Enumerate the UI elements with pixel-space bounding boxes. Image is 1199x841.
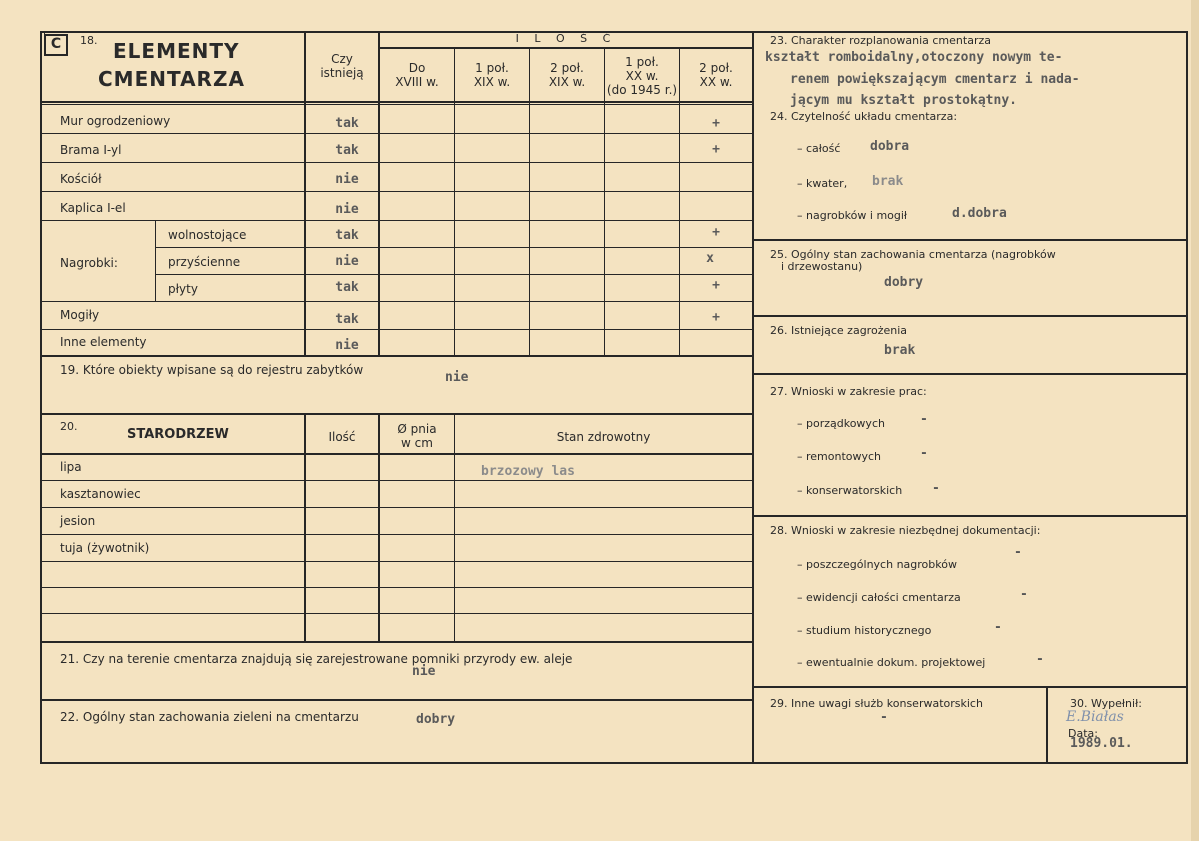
period-1-l2: XIX w. xyxy=(473,75,511,89)
grid-line xyxy=(40,329,754,330)
s23-line1: kształt romboidalny,otoczony nowym te- xyxy=(765,50,1063,65)
s28-item: – poszczególnych nagrobków xyxy=(797,558,957,571)
grid-line xyxy=(40,507,754,508)
period-2-l1: 2 poł. xyxy=(550,61,584,75)
s30-date: 1989.01. xyxy=(1070,736,1133,751)
grid-line xyxy=(40,453,754,455)
grid-line xyxy=(40,355,754,357)
exists-value: tak xyxy=(335,228,359,243)
grid-line xyxy=(155,247,754,248)
s24-label: 24. Czytelność układu cmentarza: xyxy=(770,110,958,123)
grid-line xyxy=(40,162,754,163)
s20-col-diam-l2: w cm xyxy=(401,436,433,450)
frame-line xyxy=(752,31,754,763)
row-label-other: Inne elementy xyxy=(60,335,147,349)
grid-line xyxy=(40,413,754,415)
grid-line xyxy=(304,414,306,642)
grid-line xyxy=(40,191,754,192)
s20-col-qty: Ilość xyxy=(328,430,356,444)
s18-title-line2: CMENTARZA xyxy=(98,67,245,91)
exists-value: tak xyxy=(335,312,359,327)
s28-mark: - xyxy=(1014,545,1022,560)
s20-number: 20. xyxy=(60,420,78,433)
s28-mark: - xyxy=(1020,587,1028,602)
s25-label-l2: i drzewostanu) xyxy=(781,260,863,273)
grid-line xyxy=(752,239,1188,241)
s24-item-value: d.dobra xyxy=(952,206,1007,221)
s23-line2: renem powiększającym cmentarz i nada- xyxy=(790,72,1080,87)
exists-value: tak xyxy=(335,116,359,131)
s29-label: 29. Inne uwagi służb konserwatorskich xyxy=(770,697,983,710)
col-exists-l2: istnieją xyxy=(320,66,364,80)
s29-mark: - xyxy=(880,710,888,725)
s19-label: 19. Które obiekty wpisane są do rejestru zabytków xyxy=(60,363,364,377)
grid-line xyxy=(40,480,754,481)
period-mark: x xyxy=(706,251,714,266)
s26-answer: brak xyxy=(884,343,916,358)
s28-mark: - xyxy=(994,620,1002,635)
period-4-l2: XX w. xyxy=(699,75,733,89)
frame-line xyxy=(40,31,42,763)
s24-item-value: brak xyxy=(872,174,904,189)
s21-label: 21. Czy na terenie cmentarza znajdują się zarejestrowane pomniki przyrody ew. aleje xyxy=(60,652,573,666)
row-label-chapel: Kaplica I-el xyxy=(60,201,126,215)
row-label-wall-tombs: przyścienne xyxy=(168,255,241,269)
grid-line xyxy=(40,561,754,562)
s23-label: 23. Charakter rozplanowania cmentarza xyxy=(770,34,991,47)
row-label-graves: Mogiły xyxy=(60,308,100,322)
period-mark: + xyxy=(712,225,720,240)
s27-mark: - xyxy=(920,412,928,427)
s18-number: 18. xyxy=(80,34,98,47)
row-label-gate: Brama I-yl xyxy=(60,143,122,157)
grid-line xyxy=(40,699,754,701)
frame-line xyxy=(40,762,1188,764)
grid-line xyxy=(40,301,754,302)
row-label-slabs: płyty xyxy=(168,282,198,296)
tree-row: jesion xyxy=(60,514,96,528)
row-label-church: Kościół xyxy=(60,172,102,186)
grid-line xyxy=(752,686,1188,688)
grid-line xyxy=(454,414,455,642)
grid-line xyxy=(40,101,754,103)
period-mark: + xyxy=(712,310,720,325)
period-2-l2: XIX w. xyxy=(548,75,586,89)
tree-row: tuja (żywotnik) xyxy=(60,541,150,555)
s24-item-value: dobra xyxy=(870,139,910,154)
period-3-l3: (do 1945 r.) xyxy=(606,83,678,97)
s28-item: – ewentualnie dokum. projektowej xyxy=(797,656,986,669)
card-edge xyxy=(1191,0,1199,841)
s30-date-label: Data: xyxy=(1068,727,1098,740)
grid-line xyxy=(40,613,754,614)
grid-line xyxy=(40,220,754,221)
period-3-l2: XX w. xyxy=(625,69,659,83)
grid-line xyxy=(155,220,156,301)
s24-item-label: – kwater, xyxy=(797,177,848,190)
row-label-freestanding: wolnostojące xyxy=(168,228,247,242)
period-0-l2: XVIII w. xyxy=(395,75,439,89)
grid-line xyxy=(378,47,753,49)
grid-line xyxy=(40,133,754,134)
s27-item: – konserwatorskich xyxy=(797,484,903,497)
s18-title-line1: ELEMENTY xyxy=(113,39,240,63)
s27-mark: - xyxy=(932,481,940,496)
s23-line3: jącym mu kształt prostokątny. xyxy=(790,93,1017,108)
s24-item-label: – całość xyxy=(797,142,841,155)
exists-value: tak xyxy=(335,143,359,158)
grid-line xyxy=(752,515,1188,517)
s20-title: STARODRZEW xyxy=(127,427,229,442)
s21-answer: nie xyxy=(412,664,436,679)
grid-line xyxy=(454,48,455,356)
exists-value: nie xyxy=(335,254,359,269)
period-4-l1: 2 poł. xyxy=(699,61,733,75)
row-label-tombs: Nagrobki: xyxy=(60,256,118,270)
s26-label: 26. Istniejące zagrożenia xyxy=(770,324,908,337)
s27-mark: - xyxy=(920,446,928,461)
grid-line xyxy=(40,587,754,588)
exists-value: nie xyxy=(335,338,359,353)
period-0-l1: Do xyxy=(408,61,426,75)
s24-item-label: – nagrobków i mogił xyxy=(797,209,908,222)
s20-col-diam-l1: Ø pnia xyxy=(397,422,437,436)
s25-answer: dobry xyxy=(884,275,924,290)
exists-value: nie xyxy=(335,172,359,187)
grid-line xyxy=(1046,687,1048,763)
period-mark: + xyxy=(712,278,720,293)
period-mark: + xyxy=(712,142,720,157)
s30-signature: E.Białas xyxy=(1066,709,1124,725)
s27-item: – porządkowych xyxy=(797,417,885,430)
grid-line xyxy=(40,534,754,535)
tree-row: lipa xyxy=(60,460,82,474)
s28-item: – studium historycznego xyxy=(797,624,932,637)
s22-answer: dobry xyxy=(416,712,456,727)
s28-label: 28. Wnioski w zakresie niezbędnej dokumentacji: xyxy=(770,524,1041,537)
row-label-wall: Mur ogrodzeniowy xyxy=(60,114,171,128)
frame-line xyxy=(752,31,1188,33)
exists-value: tak xyxy=(335,280,359,295)
s28-mark: - xyxy=(1036,652,1044,667)
s19-answer: nie xyxy=(445,370,469,385)
s20-col-health: Stan zdrowotny xyxy=(556,430,651,444)
period-mark: + xyxy=(712,116,720,131)
col-exists-l1: Czy xyxy=(331,52,353,66)
period-1-l1: 1 poł. xyxy=(475,61,509,75)
s25-label-l1: 25. Ogólny stan zachowania cmentarza (nagrobków xyxy=(770,248,1056,261)
frame-line xyxy=(1186,31,1188,763)
grid-line xyxy=(155,274,754,275)
period-3-l1: 1 poł. xyxy=(625,55,659,69)
grid-line xyxy=(529,48,530,356)
s20-health-note: brzozowy las xyxy=(481,464,575,479)
grid-line xyxy=(752,315,1188,317)
s27-label: 27. Wnioski w zakresie prac: xyxy=(770,385,927,398)
s22-label: 22. Ogólny stan zachowania zieleni na cmentarzu xyxy=(60,710,359,724)
grid-line xyxy=(752,373,1188,375)
grid-line xyxy=(40,641,754,643)
exists-value: nie xyxy=(335,202,359,217)
grid-line xyxy=(40,104,754,105)
section-letter: C xyxy=(50,36,62,52)
s28-item: – ewidencji całości cmentarza xyxy=(797,591,961,604)
grid-line xyxy=(378,414,380,642)
s30-label: 30. Wypełnił: xyxy=(1070,697,1142,710)
s27-item: – remontowych xyxy=(797,450,882,463)
qty-header: I L O Ś Ć xyxy=(515,32,617,45)
tree-row: kasztanowiec xyxy=(60,487,141,501)
